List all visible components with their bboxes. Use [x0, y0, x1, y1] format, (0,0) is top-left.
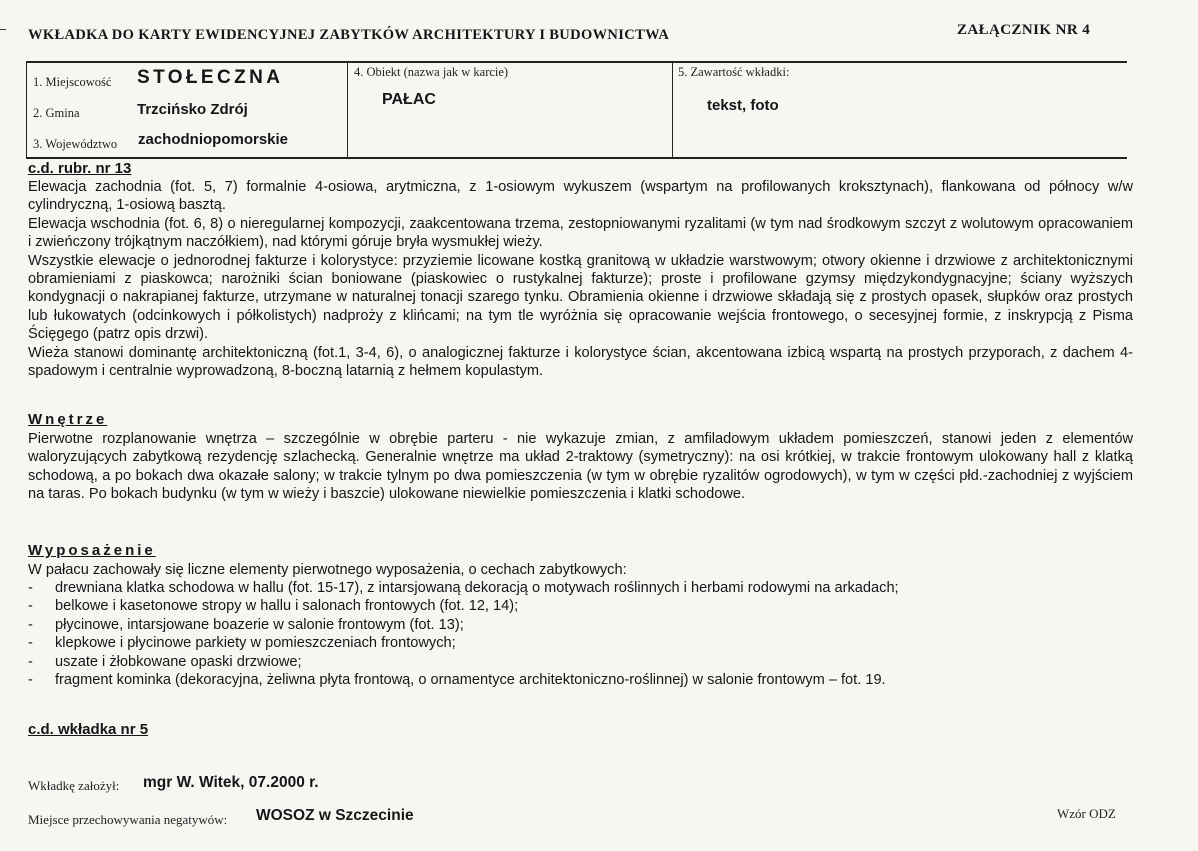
voivodeship-label: 3. Województwo [33, 137, 118, 151]
locality-label: 1. Miejscowość [33, 75, 112, 89]
margin-mark [0, 29, 6, 30]
table-divider-2 [672, 61, 673, 159]
annex-number: ZAŁĄCZNIK NR 4 [957, 22, 1091, 38]
paragraph-west-facade: Elewacja zachodnia (fot. 5, 7) formalnie 4-osiowa, arytmiczna, z 1-osiowym wykuszem (wspartym na profilowanych kroksztynach), flankowana od północy w/w cylindryczną, 1-osiową basztą. [28, 179, 1133, 214]
bullet-dash: - [28, 598, 33, 615]
list-item [28, 597, 1133, 615]
section-body-interior [28, 430, 1133, 504]
furnishings-list [28, 579, 1133, 689]
list-item-text: fragment kominka (dekoracyjna, żeliwna płyta frontową, o ornamentyce architektoniczno-roślinnej) w salonie frontowym – fot. 19. [55, 672, 886, 689]
list-item-text: belkowe i kasetonowe stropy w hallu i salonach frontowych (fot. 12, 14); [55, 598, 519, 615]
author-label: Wkładkę założył: [28, 778, 120, 793]
bullet-dash: - [28, 653, 33, 670]
list-item [28, 671, 1133, 689]
list-item [28, 579, 1133, 597]
storage-label: Miejsce przechowywania negatywów: [28, 812, 228, 827]
locality-value: STOŁECZNA [137, 67, 284, 88]
contents-value: tekst, foto [707, 97, 779, 114]
list-item-text: drewniana klatka schodowa w hallu (fot. 15-17), z intarsjowaną dekoracją o motywach roślinnych i herbami rodowymi na arkadach; [55, 580, 899, 596]
storage-value: WOSOZ w Szczecinie [256, 807, 414, 824]
section-heading-rubric: c.d. rubr. nr 13 [28, 160, 132, 177]
template-code: Wzór ODZ [1057, 806, 1116, 821]
voivodeship-value: zachodniopomorskie [138, 131, 289, 148]
table-top-rule [26, 61, 1127, 63]
bullet-dash: - [28, 635, 33, 652]
section-body-facades [28, 178, 1133, 380]
paragraph-all-facades: Wszystkie elewacje o jednorodnej fakturze i kolorystyce: przyziemie licowane kostką granitową w układzie warstwowym; otwory okienne i drzwiowe z architektonicznymi obramieniami z piaskowca; narożniki ścian boniowane (piaskowiec o rustykalnej fakturze); proste i profilowane gzymsy międzykondygnacyjne; ściany wyższych kondygnacji o nakrapianej fakturze, utrzymane w naturalnej tonacji szarego tynku. Obramienia okienne i drzwiowe składają się z prostych opasek, słupków oraz prostych lub łukowatych (odcinkowych i półkolistych) nadproży z klińcami; na tym tle wyróżnia się opracowanie wejścia frontowego, o secesyjnej formie, z inskrypcją z Pisma Ścięgego (patrz opis drzwi). [28, 252, 1133, 343]
object-label: 4. Obiekt (nazwa jak w karcie) [354, 65, 509, 79]
bullet-dash: - [28, 580, 33, 596]
bullet-dash: - [28, 616, 33, 633]
commune-label: 2. Gmina [33, 106, 80, 120]
list-item [28, 616, 1133, 634]
section-heading-interior: Wnętrze [28, 411, 108, 428]
table-left-rule [26, 61, 27, 159]
list-item-text: uszate i żłobkowane opaski drzwiowe; [55, 653, 302, 670]
commune-value: Trzcińsko Zdrój [137, 101, 248, 118]
paragraph-east-facade: Elewacja wschodnia (fot. 6, 8) o nieregularnej kompozycji, zaakcentowana trzema, zestopniowanymi ryzalitami (w tym nad środkowym szczyt z wolutowym opracowaniem i zwieńczony trójkątnym naczółkiem), nad którymi góruje bryła wysmukłej wieży. [28, 215, 1133, 251]
list-item-text: płycinowe, intarsjowane boazerie w salonie frontowym (fot. 13); [55, 616, 464, 633]
continuation-note: c.d. wkładka nr 5 [28, 721, 149, 738]
section-heading-furnishings: Wyposażenie [28, 542, 156, 559]
document-title: WKŁADKA DO KARTY EWIDENCYJNEJ ZABYTKÓW ARCHITEKTURY I BUDOWNICTWA [28, 27, 670, 43]
furnishings-intro: W pałacu zachowały się liczne elementy pierwotnego wyposażenia, o cechach zabytkowych: [28, 562, 627, 578]
bullet-dash: - [28, 672, 33, 689]
object-value: PAŁAC [382, 91, 436, 108]
author-value: mgr W. Witek, 07.2000 r. [143, 774, 319, 791]
list-item [28, 653, 1133, 671]
paragraph-interior: Pierwotne rozplanowanie wnętrza – szczególnie w obrębie parteru - nie wykazuje zmian, z amfiladowym układem pomieszczeń, stanowi jeden z elementów waloryzujących zabytkową rezydencję szlachecką. Generalnie wnętrze ma układ 2-traktowy (symetryczny): na osi krótkiej, w trakcie frontowym ulokowany hall z klatką schodową, a po bokach dwa okazałe salony; w trakcie tylnym po dwa pomieszczenia (w tym w obrębie ryzalitów ogrodowych), w tym w części płd.-zachodniej z wyjściem na taras. Po bokach budynku (w tym w wieży i baszcie) ulokowane niewielkie pomieszczenia i klatki schodowe. [28, 431, 1133, 503]
table-bottom-rule [26, 157, 1127, 159]
list-item [28, 634, 1133, 652]
table-divider-1 [347, 61, 348, 159]
paragraph-tower: Wieża stanowi dominantę architektoniczną (fot.1, 3-4, 6), o analogicznej fakturze i kolorystyce ścian, akcentowana izbicą wspartą na prostych przyporach, z dachem 4-spadowym i centralnie wyprowadzoną, 8-boczną latarnią z hełmem kopulastym. [28, 344, 1133, 380]
list-item-text: klepkowe i płycinowe parkiety w pomieszczeniach frontowych; [55, 635, 456, 652]
contents-label: 5. Zawartość wkładki: [678, 65, 790, 79]
